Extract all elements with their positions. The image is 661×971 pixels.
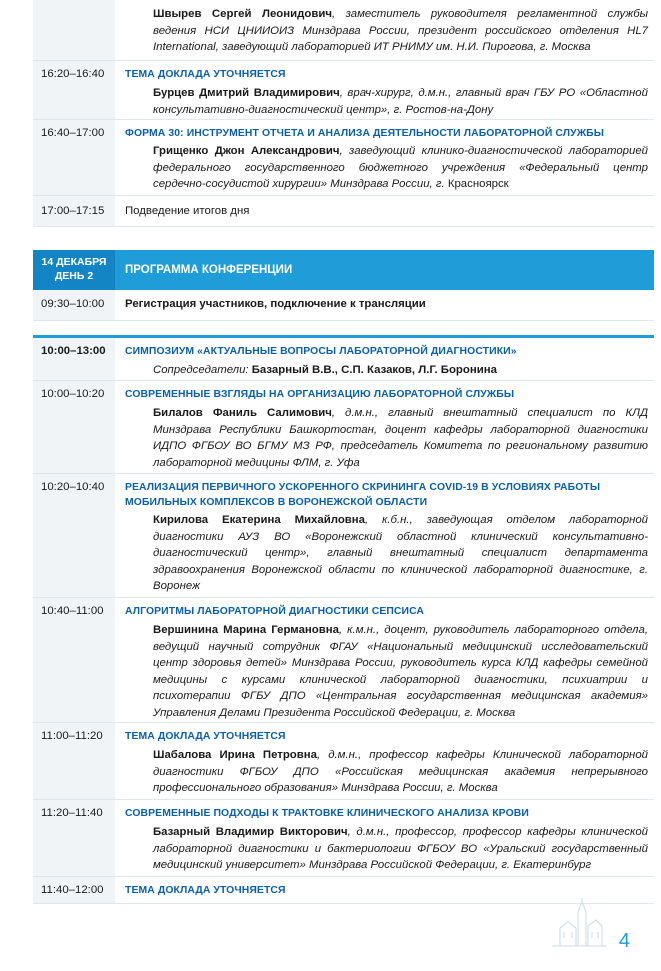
talk-topic: ФОРМА 30: ИНСТРУМЕНТ ОТЧЕТА И АНАЛИЗА ДЕЯТЕЛЬНОСТИ ЛАБОРАТОРНОЙ СЛУЖБЫ xyxy=(125,128,605,139)
page-number: 4 xyxy=(618,930,630,952)
content-cell xyxy=(115,598,654,722)
content-cell xyxy=(115,61,654,119)
content-cell xyxy=(115,338,654,380)
table-row xyxy=(33,723,654,800)
time-cell: 17:00–17:15 xyxy=(33,196,115,226)
speaker-text: Шабалова Ирина Петровна, д.м.н., профессор кафедры Клинической лабораторной диагностики ФГБОУ ДПО «Российская медицинская академия непрерывного профессионального образования» Минздрава России, г. Москва xyxy=(153,749,648,794)
content-cell xyxy=(115,723,654,799)
talk-topic: ТЕМА ДОКЛАДА УТОЧНЯЕТСЯ xyxy=(125,69,286,80)
content-cell xyxy=(115,474,654,597)
table-row xyxy=(33,120,654,196)
talk-topic: СОВРЕМЕННЫЕ ПОДХОДЫ К ТРАКТОВКЕ КЛИНИЧЕСКОГО АНАЛИЗА КРОВИ xyxy=(125,808,529,819)
schedule-symposium xyxy=(33,335,654,904)
time-cell: 10:20–10:40 xyxy=(33,474,115,597)
speaker-text: Швырев Сергей Леонидович, заместитель руководителя регламентной службы ведения НСИ ЦНИИОИЗ Минздрава России, президент российского отделения HL7 International, заведующий лабораторией ИТ РНИМУ им. Н.И. Пирогова, г. Москва xyxy=(153,8,648,53)
table-row xyxy=(33,381,654,474)
table-row xyxy=(33,800,654,877)
content-cell xyxy=(115,120,654,195)
talk-topic: АЛГОРИТМЫ ЛАБОРАТОРНОЙ ДИАГНОСТИКИ СЕПСИСА xyxy=(125,606,425,617)
talk-topic: СОВРЕМЕННЫЕ ВЗГЛЯДЫ НА ОРГАНИЗАЦИЮ ЛАБОРАТОРНОЙ СЛУЖБЫ xyxy=(125,389,515,400)
registration-text: Регистрация участников, подключение к трансляции xyxy=(125,298,426,310)
content-cell xyxy=(115,0,654,60)
table-row xyxy=(33,474,654,598)
time-cell: 11:00–11:20 xyxy=(33,723,115,799)
day-number: ДЕНЬ 2 xyxy=(54,270,94,282)
content-cell xyxy=(115,381,654,473)
time-cell: 16:40–17:00 xyxy=(33,120,115,195)
talk-topic: РЕАЛИЗАЦИЯ ПЕРВИЧНОГО УСКОРЕННОГО СКРИНИНГА COVID-19 В УСЛОВИЯХ РАБОТЫ МОБИЛЬНЫХ КОМПЛЕКСОВ В ВОРОНЕЖСКОЙ ОБЛАСТИ xyxy=(125,482,601,508)
speaker-text: Бурцев Дмитрий Владимирович, врач-хирург, д.м.н., главный врач ГБУ РО «Областной консультативно-диагностический центр», г. Ростов-на-Дону xyxy=(153,87,648,116)
talk-topic: ТЕМА ДОКЛАДА УТОЧНЯЕТСЯ xyxy=(125,731,286,742)
time-cell: 09:30–10:00 xyxy=(33,290,115,320)
speaker-text: Базарный Владимир Викторович, д.м.н., профессор, профессор кафедры клинической лабораторной диагностики и бактериологии ФГБОУ ВО «Уральский государственный медицинский университет» Минздрава Российской Федерации, г. Екатеринбург xyxy=(153,826,648,871)
time-cell: 10:00–10:20 xyxy=(33,381,115,473)
day2-header-row xyxy=(33,250,654,290)
schedule-day1-end xyxy=(33,0,654,227)
table-row xyxy=(33,196,654,227)
day2-header xyxy=(33,250,654,321)
time-cell: 10:00–13:00 xyxy=(33,338,115,380)
symposium-title: СИМПОЗИУМ «АКТУАЛЬНЫЕ ВОПРОСЫ ЛАБОРАТОРНОЙ ДИАГНОСТИКИ» xyxy=(125,346,517,357)
closing-text: Подведение итогов дня xyxy=(125,205,250,217)
table-row xyxy=(33,338,654,381)
time-cell: 11:20–11:40 xyxy=(33,800,115,876)
cathedral-sketch-icon xyxy=(548,898,610,948)
table-row xyxy=(33,290,654,321)
time-cell: 11:40–12:00 xyxy=(33,877,115,903)
day-label-cell xyxy=(33,250,115,290)
chairs-text: Сопредседатели: Базарный В.В., С.П. Казаков, Л.Г. Боронина xyxy=(153,364,497,376)
table-row xyxy=(33,61,654,120)
talk-topic: ТЕМА ДОКЛАДА УТОЧНЯЕТСЯ xyxy=(125,885,286,896)
table-row xyxy=(33,0,654,61)
program-title: ПРОГРАММА КОНФЕРЕНЦИИ xyxy=(125,264,293,276)
table-row xyxy=(33,598,654,723)
time-cell: 16:20–16:40 xyxy=(33,61,115,119)
time-cell: 10:40–11:00 xyxy=(33,598,115,722)
speaker-text: Грищенко Джон Александрович, заведующий клинико-диагностической лабораторией федерального государственного бюджетного учреждения «Федеральный центр сердечно-сосудистой хирургии» Минздрава России, г. Красноярск xyxy=(153,145,648,190)
speaker-text: Кирилова Екатерина Михайловна, к.б.н., заведующая отделом лабораторной диагностики АУЗ ВО «Воронежский областной клинический консультативно-диагностический центр», главный внештатный специалист департамента здравоохранения Воронежской области по клинической лабораторной диагностике, г. Воронеж xyxy=(153,514,649,592)
speaker-text: Билалов Фаниль Салимович, д.м.н., главный внештатный специалист по КЛД Минздрава Республики Башкортостан, доцент кафедры лабораторной диагностики ИДПО ФГБОУ ВО БГМУ МЗ РФ, председатель Комитета по региональному развитию лабораторной медицины ФЛМ, г. Уфа xyxy=(153,407,649,469)
content-cell xyxy=(115,800,654,876)
speaker-text: Вершинина Марина Германовна, к.м.н., доцент, руководитель лабораторного отдела, ведущий научный сотрудник ФГАУ «Национальный медицинский исследовательский центр здоровья детей» Минздрава России, руководитель курса КЛД кафедры семейной медицины с курсами клинической лабораторной диагностики, психиатрии и психотерапии ФГБУ ДПО «Центральная государственная медицинская академия» Управления Делами Президента Российской Федерации, г. Москва xyxy=(153,624,648,719)
day-date: 14 ДЕКАБРЯ xyxy=(41,256,107,268)
time-cell xyxy=(33,0,115,60)
